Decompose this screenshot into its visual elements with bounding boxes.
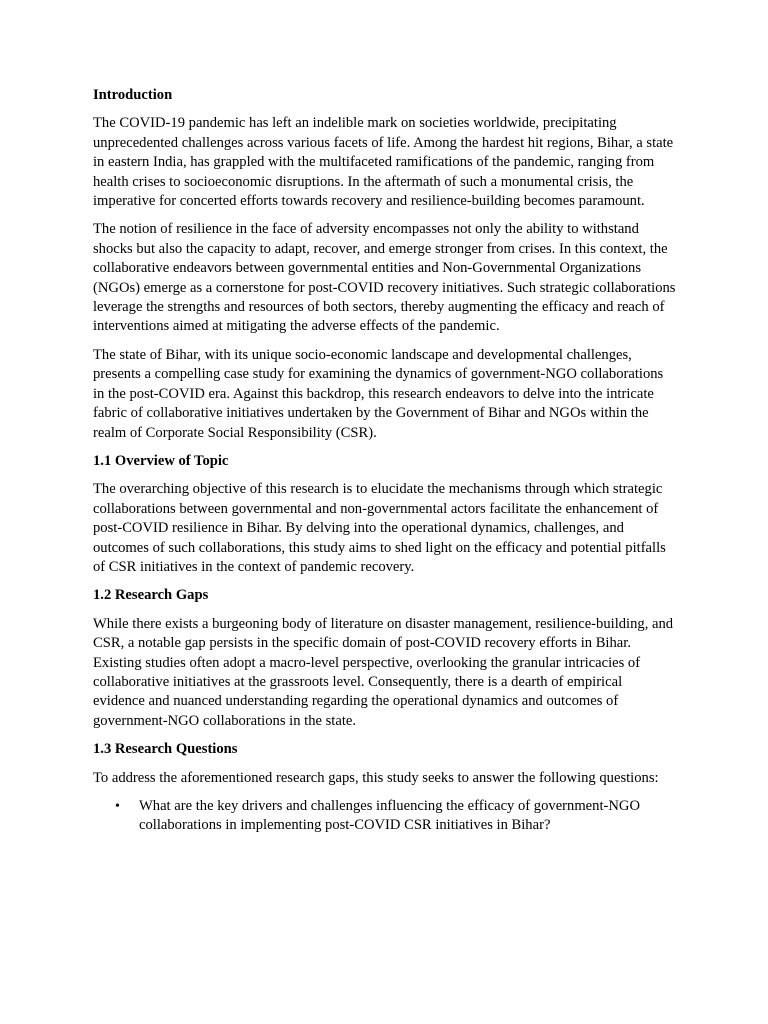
- paragraph: The overarching objective of this research is to elucidate the mechanisms through which strategic collaborations between governmental and non-governmental actors facilitate the enhancement of post-COVID resilience in Bihar. By delving into the operational dynamics, challenges, and outcomes of such collaborations, this study aims to shed light on the efficacy and potential pitfalls of CSR initiatives in the context of pandemic recovery.: [93, 481, 666, 575]
- bullet-icon: •: [115, 799, 120, 814]
- paragraph: The COVID-19 pandemic has left an indelible mark on societies worldwide, precipitating unprecedented challenges across various facets of life. Among the hardest hit regions, Bihar, a state in eastern India, has grappled with the multifaceted ramifications of the pandemic, ranging from health crises to socioeconomic disruptions. In the aftermath of such a monumental crisis, the imperative for concerted efforts towards recovery and resilience-building becomes paramount.: [93, 115, 674, 210]
- list-item-text: What are the key drivers and challenges influencing the efficacy of government-NGO collaborations in implementing post-COVID CSR initiatives in Bihar?: [139, 798, 640, 834]
- section-research-gaps: [93, 586, 677, 731]
- paragraph: The notion of resilience in the face of adversity encompasses not only the ability to withstand shocks but also the capacity to adapt, recover, and emerge stronger from crises. In this context, the collaborative endeavors between governmental entities and Non-Governmental Organizations (NGOs) emerge as a cornerstone for post-COVID recovery initiatives. Such strategic collaborations leverage the strengths and resources of both sectors, thereby augmenting the efficacy and reach of interventions aimed at mitigating the adverse effects of the pandemic.: [93, 221, 676, 335]
- section-introduction: [93, 86, 677, 443]
- section-heading: 1.1 Overview of Topic: [93, 452, 229, 469]
- section-research-questions: [93, 740, 677, 836]
- paragraph: The state of Bihar, with its unique socio-economic landscape and developmental challenges, presents a compelling case study for examining the dynamics of government-NGO collaborations in the post-COVID era. Against this backdrop, this research endeavors to delve into the intricate fabric of collaborative initiatives undertaken by the Government of Bihar and NGOs within the realm of Corporate Social Responsibility (CSR).: [93, 346, 664, 441]
- paragraph: To address the aforementioned research gaps, this study seeks to answer the following questions:: [93, 769, 659, 786]
- section-overview-of-topic: [93, 452, 677, 577]
- list-item: [93, 797, 677, 836]
- research-questions-list: [93, 797, 677, 836]
- section-heading: 1.3 Research Questions: [93, 741, 238, 758]
- section-heading: 1.2 Research Gaps: [93, 587, 209, 604]
- paragraph: While there exists a burgeoning body of literature on disaster management, resilience-building, and CSR, a notable gap persists in the specific domain of post-COVID recovery efforts in Bihar. Existing studies often adopt a macro-level perspective, overlooking the granular intricacies of collaborative initiatives at the grassroots level. Consequently, there is a dearth of empirical evidence and nuanced understanding regarding the operational dynamics and outcomes of government-NGO collaborations in the state.: [93, 615, 674, 729]
- section-heading: Introduction: [93, 87, 173, 103]
- document-page: [93, 86, 677, 836]
